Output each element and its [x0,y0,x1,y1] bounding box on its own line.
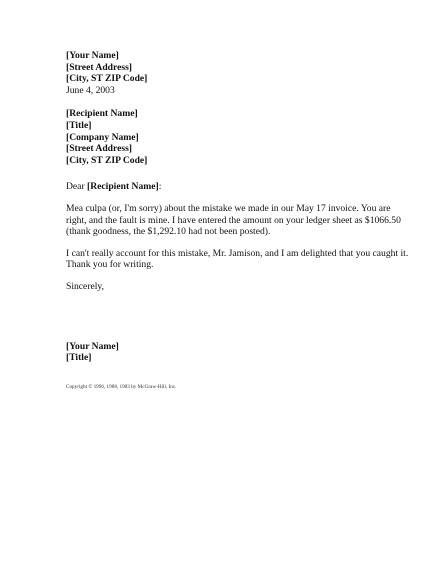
sender-address-block [66,50,416,96]
sender-name: [Your Name] [66,50,119,61]
paragraph-2-line-2: Thank you for writing. [66,259,154,271]
paragraph-1-line-3: (thank goodness, the $1,292.10 had not been posted). [66,226,271,238]
salutation-name: [Recipient Name] [87,181,159,193]
paragraph-2-line-1: I can't really account for this mistake, Mr. Jamison, and I am delighted that you caught it. [66,247,409,259]
recipient-city: [City, ST ZIP Code] [66,154,148,166]
recipient-address-block [66,108,416,166]
signature-name: [Your Name] [66,340,119,352]
closing: Sincerely, [66,280,105,292]
sender-city: [City, ST ZIP Code] [66,73,148,85]
paragraph-1-line-1: Mea culpa (or, I'm sorry) about the mistake we made in our May 17 invoice. You are [66,202,391,214]
salutation [66,181,416,193]
salutation-prefix: Dear [66,181,88,193]
recipient-title: [Title] [66,119,92,131]
copyright-notice: Copyright © 1996, 1988, 1983 by McGraw-Hill, Inc. [66,383,177,390]
signature-block [66,341,416,364]
signature-title: [Title] [66,352,92,364]
body-paragraph-2 [66,248,416,271]
recipient-company: [Company Name] [66,131,139,143]
recipient-street: [Street Address] [66,143,132,155]
letter-body [66,50,416,391]
sender-street: [Street Address] [66,61,132,73]
salutation-suffix: : [158,181,162,193]
paragraph-1-line-2: right, and the fault is mine. I have entered the amount on your ledger sheet as $1066.50 [66,214,401,226]
recipient-name: [Recipient Name] [66,108,138,120]
letter-date: June 4, 2003 [66,84,115,96]
body-paragraph-1 [66,203,416,238]
